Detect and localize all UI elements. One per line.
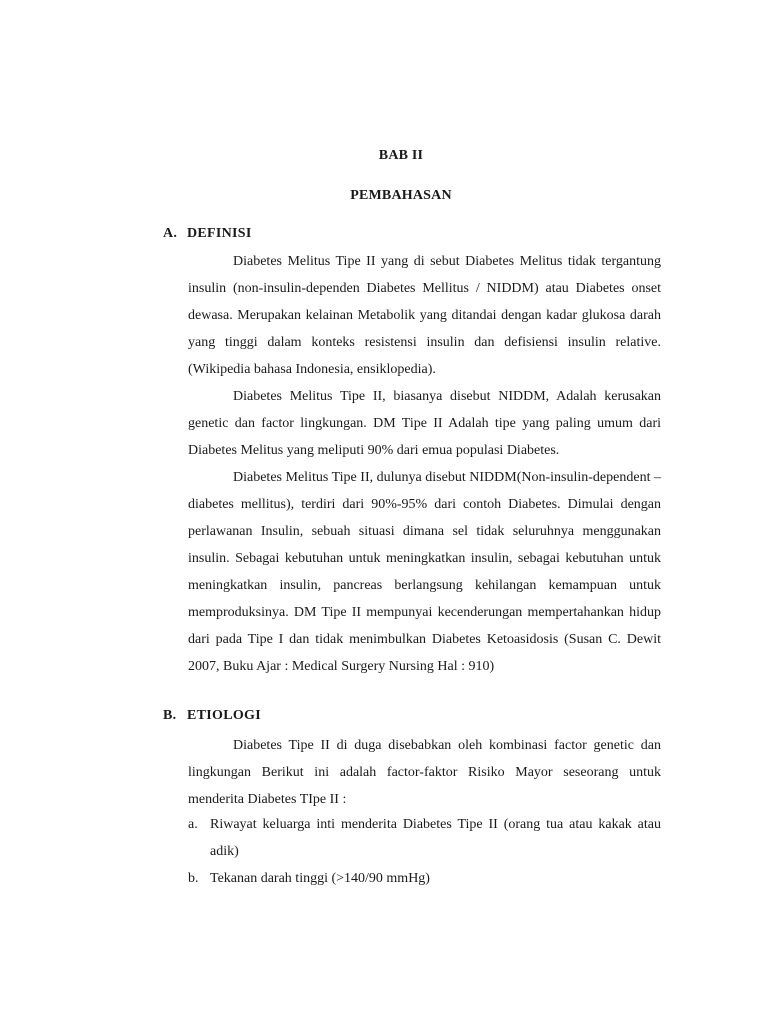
paragraph-definisi-3: Diabetes Melitus Tipe II, dulunya disebut NIDDM(Non-insulin-dependent –diabetes mellitus), terdiri dari 90%-95% dari contoh Diabetes. Dimulai dengan perlawanan Insulin, sebuah situasi dimana sel tidak seluruhnya menggunakan insulin. Sebagai kebutuhan untuk meningkatkan insulin, sebagai kebutuhan untuk meningkatkan insulin, pancreas berlangsung kehilangan kemampuan untuk memproduksinya. DM Tipe II mempunyai kecenderungan mempertahankan hidup dari pada Tipe I dan tidak menimbulkan Diabetes Ketoasidosis (Susan C. Dewit 2007, Buku Ajar : Medical Surgery Nursing Hal : 910) — [188, 470, 661, 674]
chapter-title: PEMBAHASAN — [350, 188, 452, 203]
list-item — [188, 811, 661, 865]
paragraph-etiologi-1: Diabetes Tipe II di duga disebabkan oleh kombinasi factor genetic dan lingkungan Berikut ini adalah factor-faktor Risiko Mayor seseorang untuk menderita Diabetes TIpe II : — [188, 738, 661, 807]
section-heading-definisi — [163, 226, 252, 242]
section-letter: A. — [163, 226, 178, 241]
chapter-number: BAB II — [378, 148, 424, 163]
section-title: DEFINISI — [187, 226, 252, 241]
paragraph-definisi-1: Diabetes Melitus Tipe II yang di sebut Diabetes Melitus tidak tergantung insulin (non-insulin-dependen Diabetes Mellitus / NIDDM) atau Diabetes onset dewasa. Merupakan kelainan Metabolik yang ditandai dengan kadar glukosa darah yang tinggi dalam konteks resistensi insulin dan defisiensi insulin relative. (Wikipedia bahasa Indonesia, ensiklopedia). — [188, 254, 661, 377]
section-title: ETIOLOGI — [187, 708, 261, 723]
paragraph-definisi-2: Diabetes Melitus Tipe II, biasanya disebut NIDDM, Adalah kerusakan genetic dan factor lingkungan. DM Tipe II Adalah tipe yang paling umum dari Diabetes Melitus yang meliputi 90% dari emua populasi Diabetes. — [188, 389, 661, 458]
list-item-text: Riwayat keluarga inti menderita Diabetes Tipe II (orang tua atau kakak atau adik) — [210, 817, 661, 859]
list-marker: b. — [188, 871, 199, 886]
list-item — [188, 865, 661, 892]
list-item-text: Tekanan darah tinggi (>140/90 mmHg) — [210, 871, 430, 886]
section-heading-etiologi — [163, 708, 261, 724]
risk-factor-list — [188, 811, 661, 892]
list-marker: a. — [188, 817, 198, 832]
section-letter: B. — [163, 708, 177, 723]
